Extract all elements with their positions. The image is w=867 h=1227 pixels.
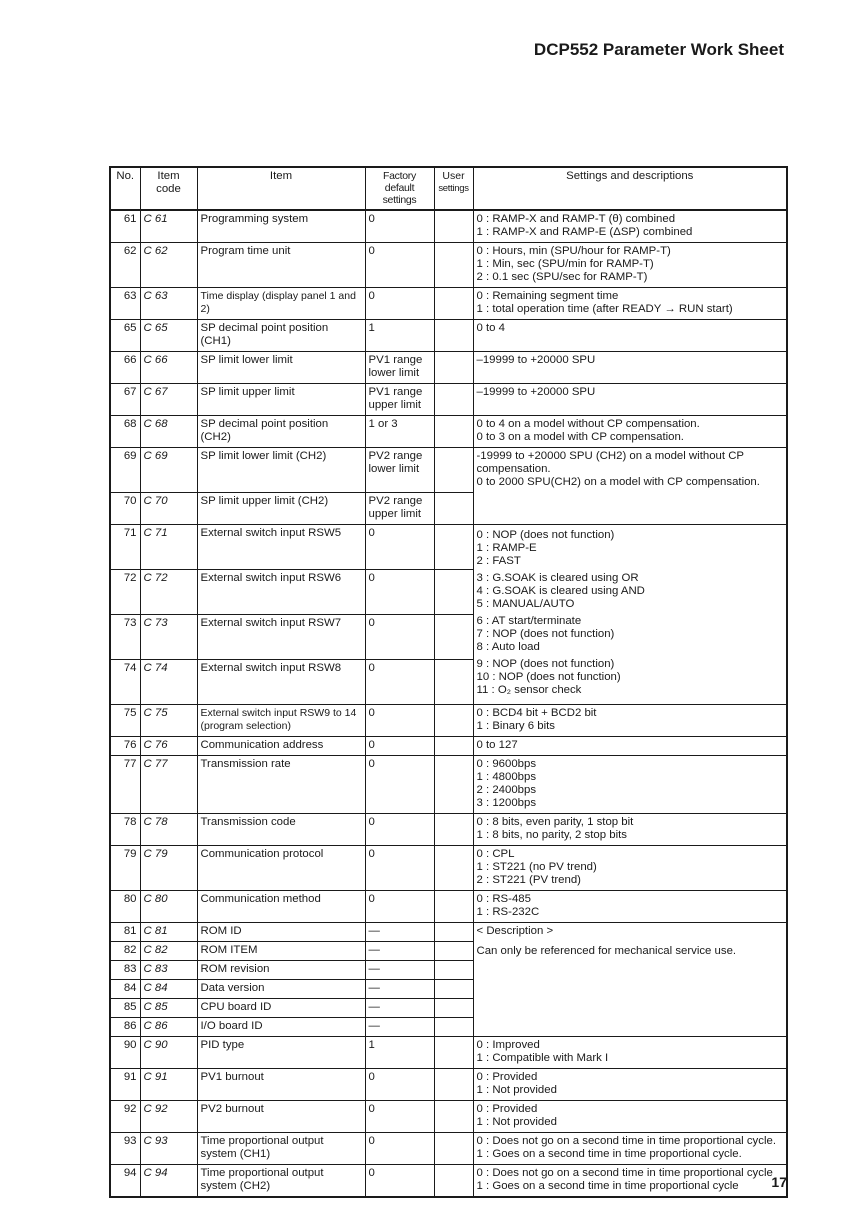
- row-item: ROM ID: [197, 923, 365, 942]
- row-description: [473, 448, 787, 525]
- row-description: [473, 352, 787, 384]
- description-line: 0 to 4 on a model without CP compensation.: [476, 418, 700, 430]
- description-line: compensation.: [476, 463, 551, 475]
- row-item-code: C 74: [140, 660, 197, 705]
- description-line: 9 : NOP (does not function): [476, 658, 615, 670]
- row-description: [473, 416, 787, 448]
- row-no: 67: [110, 384, 140, 416]
- row-no: 78: [110, 814, 140, 846]
- row-item-code: C 79: [140, 846, 197, 891]
- row-item: SP decimal point position (CH2): [197, 416, 365, 448]
- row-factory-default: 0: [365, 525, 434, 570]
- row-factory-default: —: [365, 961, 434, 980]
- description-line: 6 : AT start/terminate: [476, 615, 582, 627]
- description-line: 2 : FAST: [476, 555, 521, 567]
- row-description: [473, 210, 787, 243]
- table-row: [110, 737, 787, 756]
- row-user-setting: [434, 1133, 473, 1165]
- row-factory-default: 0: [365, 570, 434, 615]
- row-no: 79: [110, 846, 140, 891]
- row-no: 72: [110, 570, 140, 615]
- rsw-option-group: [477, 529, 784, 568]
- row-item-code: C 73: [140, 615, 197, 660]
- row-factory-default: 0: [365, 737, 434, 756]
- row-factory-default: 0: [365, 210, 434, 243]
- row-item: External switch input RSW9 to 14 (program selection): [197, 705, 365, 737]
- row-no: 94: [110, 1165, 140, 1198]
- description-line: 1 : RAMP-X and RAMP-E (ΔSP) combined: [476, 226, 693, 238]
- row-factory-default: PV2 range lower limit: [365, 448, 434, 493]
- row-no: 61: [110, 210, 140, 243]
- description-line: 1 : Compatible with Mark I: [476, 1052, 609, 1064]
- row-item-code: C 94: [140, 1165, 197, 1198]
- row-no: 83: [110, 961, 140, 980]
- row-item: PV2 burnout: [197, 1101, 365, 1133]
- row-user-setting: [434, 352, 473, 384]
- description-line: –19999 to +20000 SPU: [476, 386, 596, 398]
- description-text: Can only be referenced for mechanical service use.: [476, 945, 737, 957]
- row-item: Transmission code: [197, 814, 365, 846]
- row-item: External switch input RSW8: [197, 660, 365, 705]
- row-no: 66: [110, 352, 140, 384]
- row-item: SP limit upper limit: [197, 384, 365, 416]
- row-item-code: C 71: [140, 525, 197, 570]
- row-item: SP limit upper limit (CH2): [197, 493, 365, 525]
- description-line: 1 : Goes on a second time in time proportional cycle.: [476, 1148, 742, 1160]
- description-line: 0 : Does not go on a second time in time proportional cycle: [476, 1167, 773, 1179]
- row-user-setting: [434, 705, 473, 737]
- row-description: [473, 288, 787, 320]
- header-factory-line2: settings: [382, 194, 417, 206]
- row-user-setting: [434, 384, 473, 416]
- header-settings: Settings and descriptions: [473, 167, 787, 210]
- row-user-setting: [434, 416, 473, 448]
- row-description: [473, 1069, 787, 1101]
- description-line: 0 : Does not go on a second time in time proportional cycle.: [476, 1135, 776, 1147]
- description-line: 0 : RS-485: [476, 893, 531, 905]
- description-line: 10 : NOP (does not function): [476, 671, 621, 683]
- description-line: 4 : G.SOAK is cleared using AND: [476, 585, 645, 597]
- row-description: [473, 525, 787, 705]
- row-no: 84: [110, 980, 140, 999]
- table-row: [110, 923, 787, 942]
- row-user-setting: [434, 1018, 473, 1037]
- row-no: 86: [110, 1018, 140, 1037]
- row-factory-default: —: [365, 999, 434, 1018]
- row-item: I/O board ID: [197, 1018, 365, 1037]
- row-user-setting: [434, 980, 473, 999]
- row-factory-default: 0: [365, 891, 434, 923]
- row-factory-default: 0: [365, 243, 434, 288]
- row-user-setting: [434, 570, 473, 615]
- row-description: [473, 923, 787, 1037]
- row-no: 62: [110, 243, 140, 288]
- table-row: [110, 448, 787, 493]
- description-line: 7 : NOP (does not function): [476, 628, 615, 640]
- row-factory-default: 1: [365, 320, 434, 352]
- description-line: -19999 to +20000 SPU (CH2) on a model without CP: [476, 450, 745, 462]
- row-description: [473, 1133, 787, 1165]
- table-row: [110, 243, 787, 288]
- row-user-setting: [434, 999, 473, 1018]
- row-factory-default: 0: [365, 1133, 434, 1165]
- row-no: 93: [110, 1133, 140, 1165]
- row-no: 69: [110, 448, 140, 493]
- header-user-settings: [434, 167, 473, 210]
- row-item: ROM revision: [197, 961, 365, 980]
- description-line: 1 : total operation time (after READY → RUN start): [476, 303, 733, 315]
- row-factory-default: 0: [365, 846, 434, 891]
- row-no: 76: [110, 737, 140, 756]
- description-line: 1 : RAMP-E: [476, 542, 537, 554]
- row-description: [473, 737, 787, 756]
- row-no: 71: [110, 525, 140, 570]
- row-item: Data version: [197, 980, 365, 999]
- row-item-code: C 61: [140, 210, 197, 243]
- header-user-line2: settings: [438, 183, 469, 194]
- row-no: 63: [110, 288, 140, 320]
- row-item-code: C 62: [140, 243, 197, 288]
- description-line: 0 : NOP (does not function): [476, 529, 615, 541]
- row-description: [473, 384, 787, 416]
- row-item: SP decimal point position (CH1): [197, 320, 365, 352]
- row-factory-default: 0: [365, 660, 434, 705]
- description-line: 2 : 2400bps: [476, 784, 537, 796]
- row-item: Time display (display panel 1 and 2): [197, 288, 365, 320]
- description-line: 11 : O₂ sensor check: [476, 684, 582, 696]
- row-user-setting: [434, 961, 473, 980]
- description-line: 1 : RS-232C: [476, 906, 540, 918]
- row-item-code: C 90: [140, 1037, 197, 1069]
- row-user-setting: [434, 320, 473, 352]
- description-line: 0 to 2000 SPU(CH2) on a model with CP compensation.: [476, 476, 760, 488]
- row-no: 85: [110, 999, 140, 1018]
- row-user-setting: [434, 1037, 473, 1069]
- row-factory-default: PV2 range upper limit: [365, 493, 434, 525]
- rsw-option-group: [477, 658, 784, 697]
- row-factory-default: 1 or 3: [365, 416, 434, 448]
- description-line: 0 : Remaining segment time: [476, 290, 619, 302]
- row-item: SP limit lower limit (CH2): [197, 448, 365, 493]
- description-line: 0 : Improved: [476, 1039, 540, 1051]
- row-item-code: C 67: [140, 384, 197, 416]
- row-item-code: C 85: [140, 999, 197, 1018]
- row-item: Communication protocol: [197, 846, 365, 891]
- row-no: 73: [110, 615, 140, 660]
- row-user-setting: [434, 923, 473, 942]
- row-no: 68: [110, 416, 140, 448]
- row-factory-default: 1: [365, 1037, 434, 1069]
- document-title: DCP552 Parameter Work Sheet: [533, 40, 784, 59]
- rsw-option-group: [477, 572, 784, 611]
- table-header-row: [110, 167, 787, 210]
- row-factory-default: 0: [365, 814, 434, 846]
- table-row: [110, 1133, 787, 1165]
- row-user-setting: [434, 1069, 473, 1101]
- row-user-setting: [434, 448, 473, 493]
- row-item-code: C 63: [140, 288, 197, 320]
- row-item: Program time unit: [197, 243, 365, 288]
- description-line: 0 : Provided: [476, 1103, 538, 1115]
- description-line: 3 : G.SOAK is cleared using OR: [476, 572, 639, 584]
- row-no: 92: [110, 1101, 140, 1133]
- page-number: 17: [771, 1174, 787, 1190]
- description-line: 2 : 0.1 sec (SPU/sec for RAMP-T): [476, 271, 648, 283]
- description-line: 1 : Not provided: [476, 1116, 557, 1128]
- row-item-code: C 92: [140, 1101, 197, 1133]
- row-user-setting: [434, 615, 473, 660]
- row-no: 81: [110, 923, 140, 942]
- description-line: 8 : Auto load: [476, 641, 540, 653]
- row-no: 91: [110, 1069, 140, 1101]
- table-row: [110, 525, 787, 570]
- row-user-setting: [434, 288, 473, 320]
- row-description: [473, 756, 787, 814]
- row-item-code: C 84: [140, 980, 197, 999]
- description-line: 1 : 4800bps: [476, 771, 537, 783]
- description-line: 1 : Binary 6 bits: [476, 720, 556, 732]
- row-no: 65: [110, 320, 140, 352]
- row-item-code: C 66: [140, 352, 197, 384]
- header-item: Item: [197, 167, 365, 210]
- row-item-code: C 93: [140, 1133, 197, 1165]
- row-item-code: C 91: [140, 1069, 197, 1101]
- row-item-code: C 80: [140, 891, 197, 923]
- row-item-code: C 76: [140, 737, 197, 756]
- row-item: External switch input RSW6: [197, 570, 365, 615]
- row-description: [473, 243, 787, 288]
- table-row: [110, 846, 787, 891]
- row-item-code: C 70: [140, 493, 197, 525]
- description-line: 0 : RAMP-X and RAMP-T (θ) combined: [476, 213, 676, 225]
- table-row: [110, 705, 787, 737]
- row-description: [473, 891, 787, 923]
- row-user-setting: [434, 660, 473, 705]
- row-factory-default: 0: [365, 288, 434, 320]
- row-factory-default: 0: [365, 615, 434, 660]
- header-factory-default: [365, 167, 434, 210]
- row-item: Time proportional output system (CH2): [197, 1165, 365, 1198]
- row-item-code: C 77: [140, 756, 197, 814]
- row-user-setting: [434, 814, 473, 846]
- row-user-setting: [434, 737, 473, 756]
- header-no: No.: [110, 167, 140, 210]
- row-user-setting: [434, 942, 473, 961]
- row-factory-default: 0: [365, 1101, 434, 1133]
- description-line: 0 : 8 bits, even parity, 1 stop bit: [476, 816, 634, 828]
- row-factory-default: —: [365, 923, 434, 942]
- row-no: 74: [110, 660, 140, 705]
- row-user-setting: [434, 525, 473, 570]
- description-line: 1 : Min, sec (SPU/min for RAMP-T): [476, 258, 654, 270]
- row-item-code: C 82: [140, 942, 197, 961]
- row-no: 77: [110, 756, 140, 814]
- row-no: 70: [110, 493, 140, 525]
- row-item-code: C 68: [140, 416, 197, 448]
- row-user-setting: [434, 1101, 473, 1133]
- row-factory-default: 0: [365, 1069, 434, 1101]
- row-item-code: C 81: [140, 923, 197, 942]
- row-item: Communication address: [197, 737, 365, 756]
- table-row: [110, 210, 787, 243]
- row-user-setting: [434, 210, 473, 243]
- table-row: [110, 384, 787, 416]
- row-item: ROM ITEM: [197, 942, 365, 961]
- table-row: [110, 1069, 787, 1101]
- table-row: [110, 814, 787, 846]
- row-description: [473, 320, 787, 352]
- description-line: 0 to 127: [476, 739, 518, 751]
- row-item-code: C 83: [140, 961, 197, 980]
- description-line: 2 : ST221 (PV trend): [476, 874, 581, 886]
- row-user-setting: [434, 1165, 473, 1198]
- row-factory-default: —: [365, 980, 434, 999]
- description-line: 0 : Hours, min (SPU/hour for RAMP-T): [476, 245, 671, 257]
- row-factory-default: 0: [365, 756, 434, 814]
- description-line: 5 : MANUAL/AUTO: [476, 598, 575, 610]
- row-factory-default: PV1 range lower limit: [365, 352, 434, 384]
- row-factory-default: —: [365, 942, 434, 961]
- table-row: [110, 1165, 787, 1198]
- description-line: 1 : 8 bits, no parity, 2 stop bits: [476, 829, 627, 841]
- description-title: < Description >: [476, 925, 554, 937]
- row-item: Time proportional output system (CH1): [197, 1133, 365, 1165]
- rsw-option-group: [477, 615, 784, 654]
- table-row: [110, 891, 787, 923]
- row-item: PID type: [197, 1037, 365, 1069]
- row-user-setting: [434, 493, 473, 525]
- table-row: [110, 1037, 787, 1069]
- header-item-code: Item code: [140, 167, 197, 210]
- row-factory-default: 0: [365, 1165, 434, 1198]
- row-item: SP limit lower limit: [197, 352, 365, 384]
- row-item: CPU board ID: [197, 999, 365, 1018]
- row-user-setting: [434, 756, 473, 814]
- description-line: 0 to 4: [476, 322, 505, 334]
- description-line: 3 : 1200bps: [476, 797, 537, 809]
- header-factory-line1: Factory default: [383, 170, 416, 194]
- header-user-line1: User: [442, 170, 465, 182]
- description-line: 0 to 3 on a model with CP compensation.: [476, 431, 684, 443]
- row-item-code: C 78: [140, 814, 197, 846]
- row-item-code: C 72: [140, 570, 197, 615]
- table-row: [110, 352, 787, 384]
- row-user-setting: [434, 243, 473, 288]
- description-line: 0 : Provided: [476, 1071, 538, 1083]
- table-row: [110, 416, 787, 448]
- row-no: 90: [110, 1037, 140, 1069]
- row-user-setting: [434, 891, 473, 923]
- row-factory-default: PV1 range upper limit: [365, 384, 434, 416]
- row-description: [473, 1037, 787, 1069]
- row-description: [473, 814, 787, 846]
- row-description: [473, 846, 787, 891]
- row-item-code: C 75: [140, 705, 197, 737]
- row-item: Programming system: [197, 210, 365, 243]
- row-description: [473, 705, 787, 737]
- row-item: Communication method: [197, 891, 365, 923]
- description-line: 1 : Goes on a second time in time proportional cycle: [476, 1180, 739, 1192]
- row-user-setting: [434, 846, 473, 891]
- description-line: 1 : Not provided: [476, 1084, 557, 1096]
- row-item: PV1 burnout: [197, 1069, 365, 1101]
- row-item: External switch input RSW5: [197, 525, 365, 570]
- row-item-code: C 65: [140, 320, 197, 352]
- description-line: 0 : CPL: [476, 848, 515, 860]
- row-no: 80: [110, 891, 140, 923]
- row-no: 82: [110, 942, 140, 961]
- description-line: 0 : 9600bps: [476, 758, 537, 770]
- row-factory-default: 0: [365, 705, 434, 737]
- description-line: 1 : ST221 (no PV trend): [476, 861, 597, 873]
- table-row: [110, 756, 787, 814]
- row-item: Transmission rate: [197, 756, 365, 814]
- description-line: –19999 to +20000 SPU: [476, 354, 596, 366]
- table-row: [110, 1101, 787, 1133]
- row-item-code: C 69: [140, 448, 197, 493]
- row-no: 75: [110, 705, 140, 737]
- table-row: [110, 320, 787, 352]
- parameter-table: [109, 166, 788, 1198]
- row-description: [473, 1101, 787, 1133]
- row-factory-default: —: [365, 1018, 434, 1037]
- table-row: [110, 288, 787, 320]
- row-item: External switch input RSW7: [197, 615, 365, 660]
- description-line: 0 : BCD4 bit + BCD2 bit: [476, 707, 597, 719]
- row-description: [473, 1165, 787, 1198]
- row-item-code: C 86: [140, 1018, 197, 1037]
